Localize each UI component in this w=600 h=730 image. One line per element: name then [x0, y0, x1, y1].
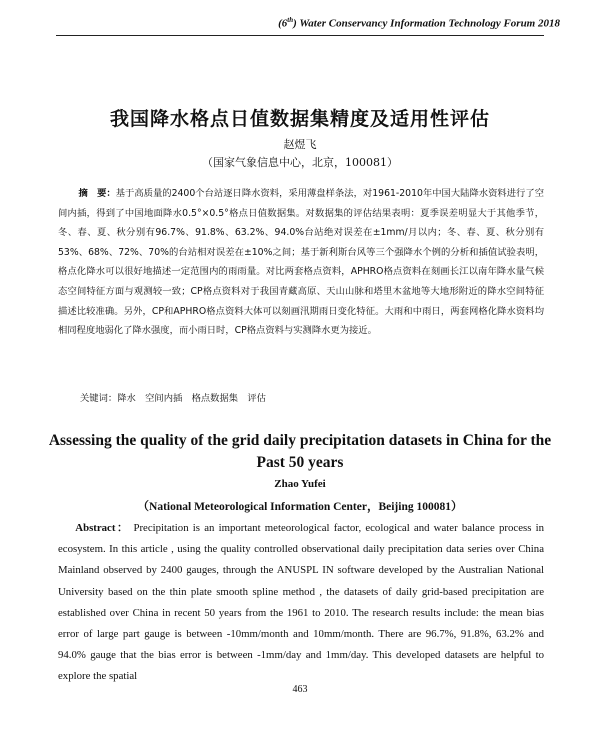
chinese-abstract-text: 基于高质量的2400个台站逐日降水资料，采用薄盘样条法，对1961-2010年中国大陆降水资料进行了空间内插，得到了中国地面降水0.5°×0.5°格点日值数据集。对数据集的评估结果表明：夏季误差明显大于其他季节，冬、春、夏、秋分别有96.7%、91.8%、63.2%、94.0%台站绝对误差在±1mm/月以内；冬、春、夏、秋分别有53%、68%、72%、70%的台站相对误差在±10%之间；基于新利斯台风等三个强降水个例的分析和插值试验表明，格点化降水可以很好地描述一定范围内的雨雨量。对比两套格点资料，APHRO格点资料在刻画长江以南年降水量气候态空间特征方面与观测较一致；CP格点资料对于我国青藏高原、天山山脉和塔里木盆地等大地形附近的降水空间特征描述比较准确。另外，CP和APHRO格点资料大体可以刻画汛期雨日变化特征。大雨和中雨日，两套网格化降水资料均相同程度地弱化了降水强度，而小雨日时，CP格点资料与实测降水更为接近。 — [58, 188, 544, 337]
chinese-keywords-label: 关键词： — [80, 393, 118, 404]
english-abstract-text: Precipitation is an important meteorological factor, ecological and water balance process in ecosystem. In this article , using the quality controlled observational daily precipitation data series over China Mainland observed by 2400 gauges, through the ANUSPL IN software developed by the Australian National University based on the thin plate smooth spline method , the datasets of daily grid-based precipitation are established over China in recent 50 years from the 1961 to 2010. The research results include: the mean bias error of large part gauge is between -10mm/month and 10mm/month. There are 96.7%, 91.8%, 63.2% and 94.0% gauge that the bias error is between -1mm/day and 1mm/day. This developed datasets are helpful to explore the spatial — [58, 522, 544, 683]
english-abstract-label: Abstract： — [75, 522, 130, 534]
chinese-author: 赵煜飞 — [283, 138, 317, 151]
edition-suffix: th — [287, 16, 294, 24]
header-rule — [56, 35, 544, 36]
page-number: 463 — [292, 684, 308, 695]
chinese-abstract-label: 摘 要： — [78, 188, 116, 199]
chinese-title: 我国降水格点日值数据集精度及适用性评估 — [109, 108, 490, 130]
english-title: Assessing the quality of the grid daily precipitation datasets in China for the Past 50 years — [48, 432, 552, 471]
chinese-keywords-text: 降水 空间内插 格点数据集 评估 — [117, 393, 266, 404]
chinese-keywords — [80, 390, 266, 404]
english-abstract — [58, 518, 544, 688]
running-header: (6th) Water Conservancy Information Technology Forum 2018 — [278, 16, 560, 30]
journal-name: Water Conservancy Information Technology Forum 2018 — [299, 17, 560, 30]
chinese-abstract — [58, 184, 544, 341]
english-author: Zhao Yufei — [274, 478, 326, 490]
chinese-affiliation: （国家气象信息中心，北京，100081） — [202, 156, 398, 169]
english-affiliation: （National Meteorological Information Center，Beijing 100081） — [137, 501, 463, 513]
edition-number: 6 — [281, 17, 288, 30]
